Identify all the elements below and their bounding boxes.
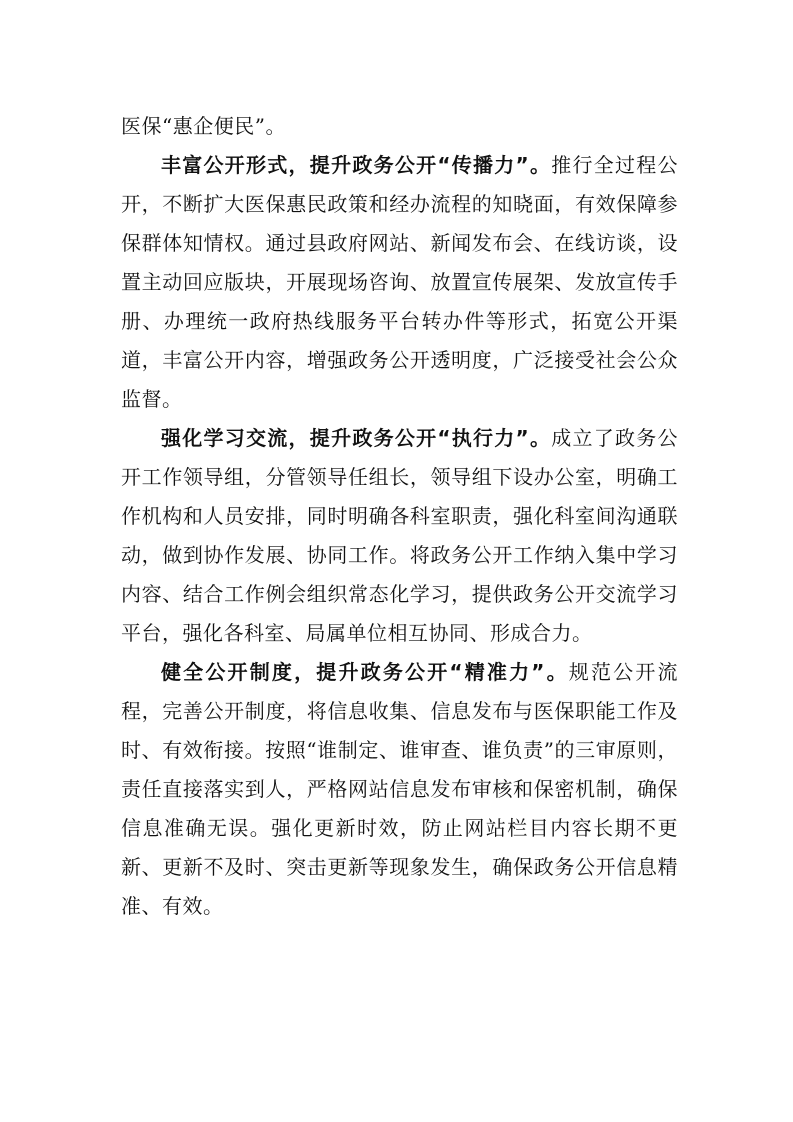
paragraph-lead: 健全公开制度，提升政务公开“精准力”。 <box>161 660 569 684</box>
paragraph-execution <box>121 419 678 653</box>
paragraph-continuation <box>121 107 678 146</box>
paragraph-precision <box>121 653 678 926</box>
paragraph-text: 医保“惠企便民”。 <box>121 114 286 138</box>
paragraph-text: 成立了政务公开工作领导组，分管领导任组长，领导组下设办公室，明确工作机构和人员安排，同时明确各科室职责，强化科室间沟通联动，做到协作发展、协同工作。将政务公开工作纳入集中学习内容、结合工作例会组织常态化学习，提供政务公开交流学习平台，强化各科室、局属单位相互协同、形成合力。 <box>121 426 678 645</box>
document-body <box>121 107 678 926</box>
paragraph-lead: 丰富公开形式，提升政务公开“传播力”。 <box>161 153 552 177</box>
paragraph-lead: 强化学习交流，提升政务公开“执行力”。 <box>161 426 552 450</box>
paragraph-dissemination <box>121 146 678 419</box>
paragraph-text: 推行全过程公开，不断扩大医保惠民政策和经办流程的知晓面，有效保障参保群体知情权。通过县政府网站、新闻发布会、在线访谈，设置主动回应版块，开展现场咨询、放置宣传展架、发放宣传手册、办理统一政府热线服务平台转办件等形式，拓宽公开渠道，丰富公开内容，增强政务公开透明度，广泛接受社会公众监督。 <box>121 153 678 411</box>
paragraph-text: 规范公开流程，完善公开制度，将信息收集、信息发布与医保职能工作及时、有效衔接。按照“谁制定、谁审查、谁负责”的三审原则，责任直接落实到人，严格网站信息发布审核和保密机制，确保信息准确无误。强化更新时效，防止网站栏目内容长期不更新、更新不及时、突击更新等现象发生，确保政务公开信息精准、有效。 <box>121 660 678 918</box>
